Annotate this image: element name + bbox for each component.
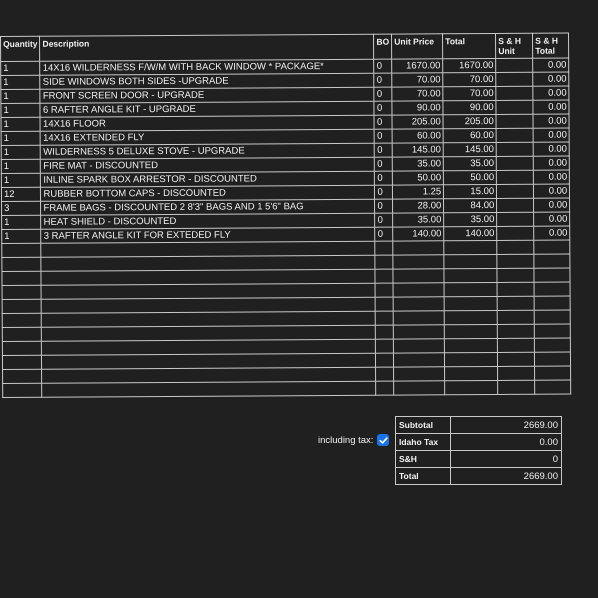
- cell-sh-unit: [498, 338, 535, 352]
- sh-label: S&H: [396, 451, 451, 468]
- tax-value: 0.00: [451, 434, 562, 451]
- cell-quantity: 1: [1, 89, 41, 103]
- cell-total: [445, 380, 498, 394]
- cell-total: [445, 352, 498, 366]
- cell-sh-unit: [496, 128, 533, 142]
- cell-total: 90.00: [443, 100, 496, 114]
- cell-sh-unit: [497, 268, 534, 282]
- cell-description: 14X16 WILDERNESS F/W/M WITH BACK WINDOW * PACKAGE*: [40, 59, 374, 75]
- cell-sh-total: 0.00: [533, 142, 569, 156]
- cell-unit-price: 50.00: [393, 171, 444, 185]
- cell-quantity: 3: [2, 201, 42, 215]
- checkmark-icon: [379, 436, 388, 445]
- cell-quantity: 1: [1, 103, 41, 117]
- cell-sh-total: 0.00: [533, 128, 569, 142]
- cell-bo: 0: [374, 87, 392, 101]
- cell-total: [444, 268, 497, 282]
- cell-unit-price: 90.00: [392, 101, 443, 115]
- cell-unit-price: [393, 269, 444, 283]
- cell-bo: [376, 353, 394, 367]
- cell-quantity: [2, 327, 42, 341]
- header-total: Total: [443, 33, 496, 58]
- cell-total: [445, 324, 498, 338]
- sh-value: 0: [451, 451, 562, 468]
- cell-total: 145.00: [443, 142, 496, 156]
- total-label: Total: [396, 468, 451, 485]
- cell-sh-unit: [496, 58, 533, 72]
- cell-unit-price: [393, 241, 444, 255]
- summary-row-sh: [396, 451, 562, 468]
- cell-quantity: [3, 369, 43, 383]
- cell-quantity: [2, 285, 42, 299]
- cell-sh-unit: [496, 156, 533, 170]
- cell-bo: [376, 367, 394, 381]
- cell-quantity: 1: [2, 215, 42, 229]
- cell-bo: 0: [374, 73, 392, 87]
- header-quantity: Quantity: [1, 36, 41, 61]
- cell-description: FIRE MAT - DISCOUNTED: [41, 157, 375, 173]
- cell-sh-unit: [497, 310, 534, 324]
- cell-unit-price: 145.00: [392, 143, 443, 157]
- cell-sh-total: 0.00: [534, 212, 570, 226]
- cell-sh-unit: [498, 380, 535, 394]
- cell-bo: 0: [374, 115, 392, 129]
- cell-description: 6 RAFTER ANGLE KIT - UPGRADE: [40, 101, 374, 117]
- cell-description: INLINE SPARK BOX ARRESTOR - DISCOUNTED: [41, 171, 375, 187]
- cell-quantity: [3, 383, 43, 397]
- cell-sh-unit: [496, 72, 533, 86]
- cell-total: 84.00: [444, 198, 497, 212]
- cell-bo: 0: [375, 227, 393, 241]
- cell-bo: [376, 339, 394, 353]
- cell-sh-unit: [497, 212, 534, 226]
- cell-description: FRONT SCREEN DOOR - UPGRADE: [40, 87, 374, 103]
- cell-sh-total: [534, 240, 570, 254]
- cell-quantity: [2, 355, 42, 369]
- cell-total: 70.00: [443, 86, 496, 100]
- cell-quantity: [2, 299, 42, 313]
- cell-quantity: [2, 257, 42, 271]
- cell-bo: 0: [375, 199, 393, 213]
- cell-sh-total: [535, 352, 571, 366]
- cell-bo: 0: [375, 143, 393, 157]
- cell-sh-unit: [497, 240, 534, 254]
- table-row: [3, 380, 571, 397]
- tax-label: Idaho Tax: [396, 434, 451, 451]
- cell-sh-unit: [497, 198, 534, 212]
- cell-sh-total: [534, 296, 570, 310]
- cell-unit-price: 28.00: [393, 199, 444, 213]
- cell-total: [445, 366, 498, 380]
- summary-row-total: [396, 468, 562, 485]
- cell-sh-unit: [498, 366, 535, 380]
- cell-total: 140.00: [444, 226, 497, 240]
- cell-description: 3 RAFTER ANGLE KIT FOR EXTEDED FLY: [41, 227, 375, 243]
- cell-unit-price: 35.00: [393, 213, 444, 227]
- total-value: 2669.00: [451, 468, 562, 485]
- cell-sh-total: 0.00: [533, 58, 569, 72]
- cell-sh-unit: [497, 170, 534, 184]
- cell-sh-unit: [496, 142, 533, 156]
- cell-quantity: [2, 271, 42, 285]
- cell-bo: 0: [375, 171, 393, 185]
- cell-bo: [375, 241, 393, 255]
- cell-total: [444, 282, 497, 296]
- cell-sh-unit: [496, 114, 533, 128]
- cell-unit-price: 140.00: [393, 227, 444, 241]
- cell-unit-price: 60.00: [392, 129, 443, 143]
- cell-quantity: [2, 341, 42, 355]
- cell-total: 50.00: [444, 170, 497, 184]
- cell-sh-unit: [497, 226, 534, 240]
- cell-bo: [376, 325, 394, 339]
- summary-table: [395, 416, 562, 485]
- cell-sh-total: [534, 268, 570, 282]
- cell-unit-price: [394, 353, 445, 367]
- cell-bo: [376, 381, 394, 395]
- cell-unit-price: [394, 339, 445, 353]
- cell-quantity: 1: [1, 131, 41, 145]
- cell-sh-unit: [497, 254, 534, 268]
- cell-description: HEAT SHIELD - DISCOUNTED: [41, 213, 375, 229]
- cell-unit-price: 205.00: [392, 115, 443, 129]
- cell-total: 60.00: [443, 128, 496, 142]
- cell-total: [445, 338, 498, 352]
- cell-quantity: 1: [1, 173, 41, 187]
- cell-sh-unit: [496, 86, 533, 100]
- summary-row-tax: [396, 434, 562, 451]
- tax-option-label: including tax:: [318, 434, 374, 446]
- cell-sh-total: 0.00: [534, 184, 570, 198]
- summary-row-subtotal: [396, 417, 562, 434]
- cell-quantity: [2, 313, 42, 327]
- cell-sh-total: 0.00: [533, 114, 569, 128]
- cell-sh-total: 0.00: [534, 170, 570, 184]
- cell-unit-price: [394, 381, 445, 395]
- cell-sh-total: 0.00: [533, 156, 569, 170]
- cell-bo: [376, 311, 394, 325]
- cell-total: [444, 310, 497, 324]
- cell-bo: [376, 297, 394, 311]
- header-bo: BO: [374, 34, 392, 59]
- cell-bo: [375, 269, 393, 283]
- subtotal-value: 2669.00: [451, 417, 562, 434]
- header-row: [1, 33, 569, 61]
- cell-unit-price: [394, 367, 445, 381]
- cell-sh-total: 0.00: [533, 72, 569, 86]
- cell-unit-price: [393, 311, 444, 325]
- cell-quantity: 1: [2, 229, 42, 243]
- invoice-table: [0, 33, 571, 398]
- cell-quantity: 1: [1, 75, 41, 89]
- cell-total: 70.00: [443, 72, 496, 86]
- cell-total: 35.00: [444, 212, 497, 226]
- cell-quantity: 1: [1, 61, 41, 75]
- cell-unit-price: 35.00: [392, 157, 443, 171]
- cell-bo: 0: [375, 185, 393, 199]
- cell-unit-price: [393, 255, 444, 269]
- cell-sh-unit: [497, 296, 534, 310]
- cell-description: FRAME BAGS - DISCOUNTED 2 8'3" BAGS AND 1 5'6" BAG: [41, 199, 375, 215]
- cell-sh-unit: [498, 352, 535, 366]
- subtotal-label: Subtotal: [396, 417, 451, 434]
- cell-description: 14X16 EXTENDED FLY: [41, 129, 375, 145]
- cell-quantity: 1: [1, 159, 41, 173]
- cell-bo: [375, 255, 393, 269]
- cell-description: WILDERNESS 5 DELUXE STOVE - UPGRADE: [41, 143, 375, 159]
- cell-description: [42, 381, 376, 397]
- cell-unit-price: [393, 297, 444, 311]
- cell-unit-price: 1.25: [393, 185, 444, 199]
- cell-sh-unit: [497, 282, 534, 296]
- cell-bo: [376, 283, 394, 297]
- cell-total: 35.00: [443, 156, 496, 170]
- cell-unit-price: 70.00: [392, 87, 443, 101]
- cell-bo: 0: [374, 59, 392, 73]
- header-sh-total: S & H Total: [533, 33, 569, 58]
- cell-description: SIDE WINDOWS BOTH SIDES -UPGRADE: [40, 73, 374, 89]
- cell-unit-price: [393, 283, 444, 297]
- cell-sh-total: [534, 310, 570, 324]
- tax-option: [318, 434, 389, 446]
- cell-total: [444, 296, 497, 310]
- cell-total: 15.00: [444, 184, 497, 198]
- cell-sh-total: [534, 282, 570, 296]
- cell-bo: 0: [375, 129, 393, 143]
- cell-quantity: 12: [1, 187, 41, 201]
- cell-sh-total: 0.00: [533, 86, 569, 100]
- cell-description: 14X16 FLOOR: [40, 115, 374, 131]
- cell-unit-price: [394, 325, 445, 339]
- cell-bo: 0: [375, 157, 393, 171]
- cell-sh-total: 0.00: [533, 100, 569, 114]
- cell-sh-total: 0.00: [534, 226, 570, 240]
- cell-bo: 0: [374, 101, 392, 115]
- including-tax-checkbox[interactable]: [377, 434, 389, 446]
- cell-sh-total: 0.00: [534, 198, 570, 212]
- header-unit-price: Unit Price: [392, 34, 443, 59]
- cell-quantity: [2, 243, 42, 257]
- cell-bo: 0: [375, 213, 393, 227]
- cell-sh-total: [535, 380, 571, 394]
- cell-quantity: 1: [1, 145, 41, 159]
- cell-total: 1670.00: [443, 58, 496, 72]
- cell-description: RUBBER BOTTOM CAPS - DISCOUNTED: [41, 185, 375, 201]
- cell-total: [444, 254, 497, 268]
- cell-unit-price: 70.00: [392, 73, 443, 87]
- header-sh-unit: S & H Unit: [496, 33, 533, 58]
- header-description: Description: [40, 34, 374, 61]
- cell-quantity: 1: [1, 117, 41, 131]
- cell-sh-total: [535, 366, 571, 380]
- cell-sh-total: [534, 254, 570, 268]
- cell-sh-unit: [496, 100, 533, 114]
- cell-total: 205.00: [443, 114, 496, 128]
- cell-unit-price: 1670.00: [392, 59, 443, 73]
- cell-sh-total: [535, 338, 571, 352]
- cell-total: [444, 240, 497, 254]
- cell-sh-unit: [498, 324, 535, 338]
- cell-sh-total: [535, 324, 571, 338]
- cell-sh-unit: [497, 184, 534, 198]
